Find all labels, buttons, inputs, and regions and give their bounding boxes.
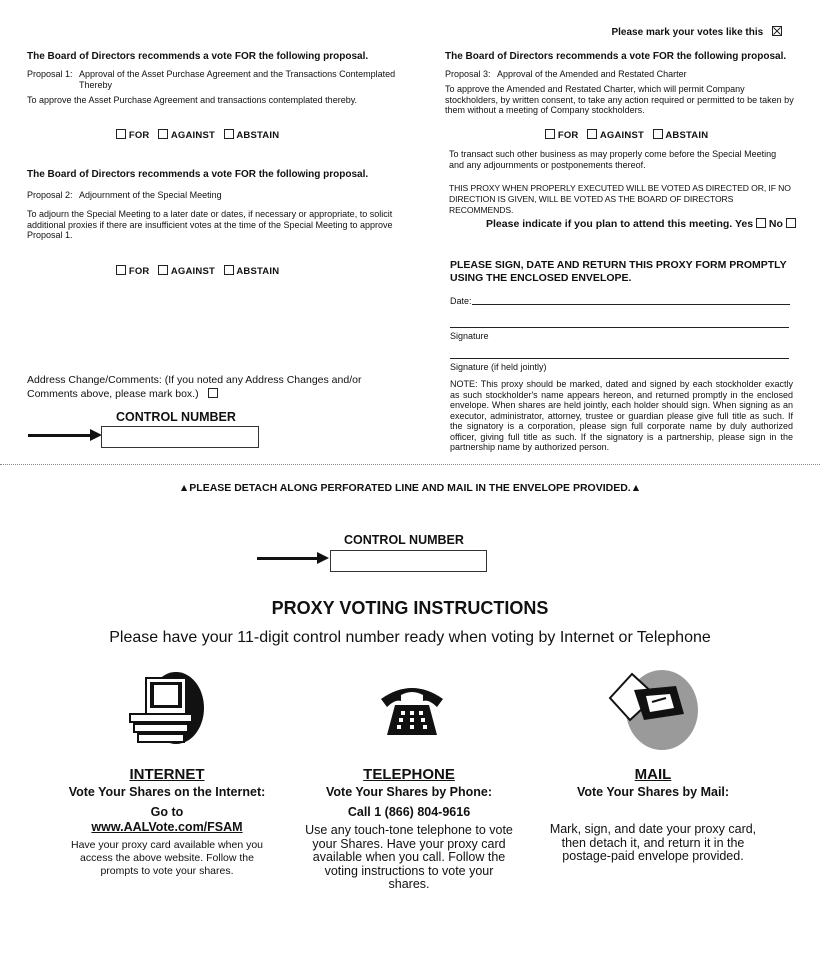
proxy-notice: THIS PROXY WHEN PROPERLY EXECUTED WILL BE VOTED AS DIRECTED OR, IF NO DIRECTION IS GIVEN, WILL BE VOTED AS THE BOARD OF DIRECTORS RECOMMENDS. (449, 183, 791, 215)
p3-against-checkbox[interactable] (587, 129, 597, 139)
proposal-2-vote: FOR AGAINST ABSTAIN (116, 265, 285, 277)
attend-yes-checkbox[interactable] (756, 218, 766, 228)
proposal-3-vote: FOR AGAINST ABSTAIN (545, 129, 714, 141)
proposal-2: Proposal 2: Adjournment of the Special Meeting (27, 190, 222, 200)
p1-abstain-checkbox[interactable] (224, 129, 234, 139)
mail-column: MAIL Vote Your Shares by Mail: Mark, sign, and date your proxy card, then detach it, and return it in the postage-paid envelope provided. (549, 766, 757, 863)
arrow-icon (257, 557, 317, 560)
control-number-box-top[interactable] (101, 426, 259, 448)
control-number-label-bottom: CONTROL NUMBER (344, 533, 464, 547)
attend-no-checkbox[interactable] (786, 218, 796, 228)
recommend-heading-2: The Board of Directors recommends a vote FOR the following proposal. (27, 169, 369, 180)
telephone-column: TELEPHONE Vote Your Shares by Phone: Call 1 (866) 804-9616 Use any touch-tone telephone to vote your Shares. Have your proxy card available when you call. Follow the voting instructions to vote your shares. (305, 766, 513, 891)
arrow-icon (28, 434, 90, 437)
signature-line[interactable] (450, 327, 789, 328)
other-business: To transact such other business as may properly come before the Special Meeting and any adjournments or postponements thereof. (449, 149, 777, 170)
phone-number: Call 1 (866) 804-9616 (347, 805, 471, 819)
signature-label: Signature (450, 331, 489, 341)
proposal-1-text: To approve the Asset Purchase Agreement and transactions contemplated thereby. (27, 95, 358, 105)
computer-icon (128, 670, 208, 748)
control-number-box-bottom[interactable] (330, 550, 487, 572)
instructions-title: PROXY VOTING INSTRUCTIONS (271, 598, 549, 618)
date-line[interactable] (472, 304, 790, 305)
proposal-3: Proposal 3: Approval of the Amended and Restated Charter (445, 69, 687, 79)
p2-abstain-checkbox[interactable] (224, 265, 234, 275)
internet-url-link[interactable]: www.AALVote.com/FSAM (91, 820, 243, 834)
proposal-3-text: To approve the Amended and Restated Charter, which will permit Company stockholders, by written consent, to take any action required or permitted to be taken by them without a meeting of Company stockholders. (445, 84, 794, 115)
proposal-1: Proposal 1: Approval of the Asset Purchase Agreement and the Transactions Contemplated Thereby (27, 69, 396, 90)
address-change-checkbox[interactable] (208, 388, 218, 398)
recommend-heading-3: The Board of Directors recommends a vote FOR the following proposal. (445, 51, 787, 62)
telephone-icon (377, 683, 447, 741)
p1-for-checkbox[interactable] (116, 129, 126, 139)
perforated-line (0, 464, 820, 465)
x-mark-icon (772, 26, 782, 36)
recommend-heading-1: The Board of Directors recommends a vote FOR the following proposal. (27, 51, 369, 62)
control-number-label-top: CONTROL NUMBER (116, 410, 236, 424)
sign-return-heading: PLEASE SIGN, DATE AND RETURN THIS PROXY FORM PROMPTLY USING THE ENCLOSED ENVELOPE. (450, 259, 787, 284)
p2-against-checkbox[interactable] (158, 265, 168, 275)
p1-against-checkbox[interactable] (158, 129, 168, 139)
example-checked-box (772, 26, 782, 36)
mail-icon (604, 668, 700, 752)
signature-joint-label: Signature (if held jointly) (450, 362, 547, 372)
attend-question: Please indicate if you plan to attend this meeting. Yes No (486, 218, 796, 230)
date-label: Date: (450, 296, 472, 306)
address-change: Address Change/Comments: (If you noted any Address Changes and/or Comments above, please mark box.) (27, 374, 362, 400)
instructions-subtitle: Please have your 11-digit control number ready when voting by Internet or Telephone (109, 629, 711, 646)
p3-abstain-checkbox[interactable] (653, 129, 663, 139)
p3-for-checkbox[interactable] (545, 129, 555, 139)
internet-column: INTERNET Vote Your Shares on the Internet: Go to www.AALVote.com/FSAM Have your proxy card available when you access the above website. Follow the prompts to vote your shares. (62, 766, 272, 878)
signature-joint-line[interactable] (450, 358, 789, 359)
proposal-1-vote: FOR AGAINST ABSTAIN (116, 129, 285, 141)
proposal-2-text: To adjourn the Special Meeting to a later date or dates, if necessary or appropriate, to solicit additional proxies if there are insufficient votes at the time of the Special Meeting to approve Proposal 1. (27, 209, 393, 240)
note-text: NOTE: This proxy should be marked, dated and signed by each stockholder exactly as such stockholder's name appears hereon, and returned promptly in the enclosed envelope. When shares are held jointly, each holder should sign. When signing as an executor, administrator, attorney, trustee or guardian please give full title as such. If the signatory is a corporation, please sign full corporate name by duly authorized officer, giving full title as such. If the signatory is a partnership, please sign in the partnership name by authorized person. (450, 379, 793, 452)
mark-votes-instruction: Please mark your votes like this (611, 26, 782, 38)
p2-for-checkbox[interactable] (116, 265, 126, 275)
detach-instruction: ▲PLEASE DETACH ALONG PERFORATED LINE AND MAIL IN THE ENVELOPE PROVIDED.▲ (178, 482, 642, 494)
